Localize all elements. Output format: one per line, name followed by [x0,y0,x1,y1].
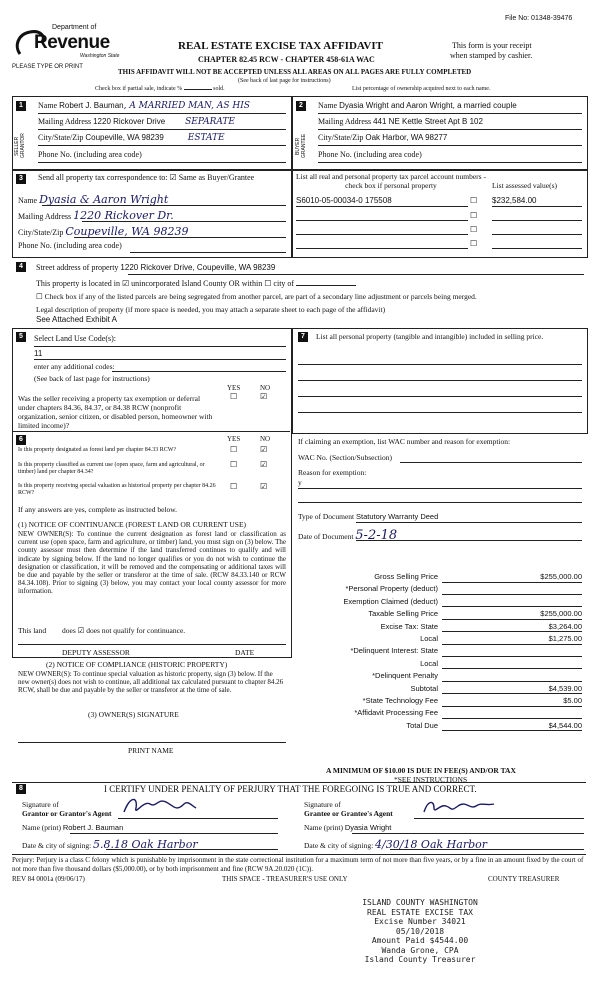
form-revision: REV 84 0001a (09/06/17) [12,875,85,883]
exemption-no-checkbox[interactable]: ☑ [260,392,268,401]
grantee-print-name[interactable]: Dyasia Wright [344,823,392,832]
grantee-date-city[interactable]: 4/30/18 Oak Harbor [375,838,488,851]
tax-label: Subtotal [410,683,438,693]
tax-value[interactable]: $255,000.00 [540,572,582,581]
notice-continuance-body: NEW OWNER(S): To continue the current designation as forest land or classification as current use (open space, farm and agriculture, or timber) land, you must sign on (3) below. The county assessor must then determine if the land transferred continues to qualify and will indicate by signing below. If the land no longer qualifies or you do not wish to continue the designation or classification, it will be removed and the compensating or additional taxes will be due and payable by the seller or transferor at the time of sale. (RCW 84.33.140 or RCW 84.34.108). Prior to signing (3) below, you may contact your local county assessor for more information. [18,530,286,596]
correspondence-address[interactable]: 1220 Rickover Dr. [73,209,174,222]
tax-label: Exemption Claimed (deduct) [343,596,438,606]
revenue-logo: Department of Revenue Washington State [12,24,122,64]
segregated-checkbox[interactable]: ☐ [36,292,45,301]
form-title: REAL ESTATE EXCISE TAX AFFIDAVIT [178,40,383,52]
location-row: This property is located in ☑ unincorporated Island County OR within ☐ city of [36,279,356,288]
legal-description-label: Legal description of property (if more space is needed, you may attach a separate sheet to each page of the affidavit) [36,305,386,314]
perjury-certification: I CERTIFY UNDER PENALTY OF PERJURY THAT THE FOREGOING IS TRUE AND CORRECT. [104,784,477,794]
does-not-qualify-checkbox[interactable]: ☑ does not qualify for continuance. [77,626,186,635]
seller-address-row: Mailing Address 1220 Rickover Drive SEPARATE [38,117,235,127]
grantor-signature[interactable] [120,794,200,818]
current-use-no-checkbox[interactable]: ☑ [260,460,268,469]
receipt-note: This form is your receipt [452,41,532,50]
parcel-header: List all real and personal property tax parcel account numbers - check box if personal property [296,172,486,190]
historic-yes-checkbox[interactable]: ☐ [230,482,238,491]
exemption-yes-checkbox[interactable]: ☐ [230,392,238,401]
tax-label: *Delinquent Penalty [372,671,438,681]
file-number: File No: 01348-39476 [505,15,573,22]
notice-continuance-title: (1) NOTICE OF CONTINUANCE (FOREST LAND OR CURRENT USE) [18,520,247,529]
tax-label: *State Technology Fee [362,696,438,705]
buyer-city-row: City/State/Zip Oak Harbor, WA 98277 [318,133,448,142]
tax-value[interactable]: $255,000.00 [540,609,582,619]
segregated-row: ☐ Check box if any of the listed parcels are being segregated from another parcel, are part of a secondary line adjustment or parcels being merged. [36,292,477,301]
tax-label: Total Due [406,720,438,730]
seller-city[interactable]: Coupeville, WA 98239 [85,133,164,142]
partial-sale: Check box if partial sale, indicate % sold. [95,86,225,92]
buyer-address-row: Mailing Address 441 NE Kettle Street Apt B 102 [318,117,483,126]
tax-value[interactable]: $3,264.00 [548,621,582,631]
seller-name[interactable]: Robert J. Bauman [59,101,124,110]
minimum-fee-note: A MINIMUM OF $10.00 IS DUE IN FEE(S) AND/OR TAX [326,766,516,775]
personal-property-checkbox[interactable]: ☐ [470,196,478,205]
tax-label: Local [420,658,438,668]
document-type[interactable]: Statutory Warranty Deed [356,512,439,521]
grantor-print-name[interactable]: Robert J. Bauman [62,823,124,832]
grantor-date-city[interactable]: 5.8.18 Oak Harbor [93,838,198,851]
tax-label: Taxable Selling Price [368,609,438,619]
tax-label: Gross Selling Price [374,572,438,581]
current-use-yes-checkbox[interactable]: ☐ [230,460,238,469]
buyer-address[interactable]: 441 NE Kettle Street Apt B 102 [373,117,483,126]
correspondence-name[interactable]: Dyasia & Aaron Wright [39,193,169,206]
reason-value[interactable]: y [298,478,302,487]
form-subtitle: CHAPTER 82.45 RCW - CHAPTER 458-61A WAC [198,55,375,64]
continuance-row: This land does ☑ does not qualify for continuance. [18,626,186,635]
section-7-box [292,328,588,434]
same-as-buyer-checkbox[interactable]: ☑ [169,173,177,182]
street-address-row: Street address of property 1220 Rickover Drive, Coupeville, WA 98239 [36,263,276,272]
seller-phone-label: Phone No. (including area code) [38,150,142,159]
tax-label: Local [420,634,438,643]
tax-label: *Affidavit Processing Fee [354,708,438,718]
buyer-phone-label: Phone No. (including area code) [318,150,422,159]
tax-value[interactable]: $5.00 [563,696,582,705]
tax-value[interactable]: $1,275.00 [548,634,582,643]
forest-yes-checkbox[interactable]: ☐ [230,445,238,454]
property-street[interactable]: 1220 Rickover Drive, Coupeville, WA 98239 [120,263,276,272]
seller-city-row: City/State/Zip Coupeville, WA 98239 ESTATE [38,133,225,143]
please-type: PLEASE TYPE OR PRINT [12,64,83,70]
buyer-name[interactable]: Dyasia Wright and Aaron Wright, a married couple [339,101,517,110]
correspondence-city[interactable]: Coupeville, WA 98239 [65,225,189,238]
personal-property-label: List all personal property (tangible and intangible) included in selling price. [316,332,544,341]
forest-no-checkbox[interactable]: ☑ [260,445,268,454]
tax-label: Excise Tax: State [380,621,438,631]
send-correspondence: Send all property tax correspondence to: ☑ Same as Buyer/Grantee [38,173,255,182]
seller-address[interactable]: 1220 Rickover Drive [93,117,166,126]
land-use-code[interactable]: 11 [34,349,43,358]
tax-value[interactable]: $4,544.00 [548,720,582,730]
historic-no-checkbox[interactable]: ☑ [260,482,268,491]
grantee-signature[interactable] [420,796,500,818]
perjury-notice: Perjury: Perjury is a class C felony which is punishable by imprisonment in the state correctional institution for a maximum term of not more than five years, or by a fine in an amount fixed by the court of not more than five thousand dollars ($5,000.00), or by both imprisonment and fine (RCW 9A.20.020 (1C)). [12,856,584,873]
exemption-question: Was the seller receiving a property tax exemption or deferral under chapters 84.36, 84.37, or 84.38 RCW (nonprofit organization, senior citizen, or disabled person, homeowner with limited income)? [18,394,213,430]
warning: THIS AFFIDAVIT WILL NOT BE ACCEPTED UNLESS ALL AREAS ON ALL PAGES ARE FULLY COMPLETED [118,68,472,76]
assessed-value-header: List assessed value(s) [492,181,557,190]
treasurer-stamp: ISLAND COUNTY WASHINGTON REAL ESTATE EXCISE TAX Excise Number 34021 05/10/2018 Amount Paid $4544.00 Wanda Grone, CPA Island County Treasurer [362,898,478,964]
legal-description[interactable]: See Attached Exhibit A [36,315,117,324]
tax-value[interactable]: $4,539.00 [548,683,582,693]
document-date[interactable]: 5-2-18 [355,528,398,543]
tax-label: *Personal Property (deduct) [345,584,438,594]
assessed-value[interactable]: $232,584.00 [492,196,537,205]
buyer-city[interactable]: Oak Harbor, WA 98277 [365,133,448,142]
parcel-account[interactable]: S6010-05-00034-0 175508 [296,196,392,205]
tax-label: *Delinquent Interest: State [350,646,438,656]
seller-name-row: Name Robert J. Bauman, A MARRIED MAN, AS HIS [38,101,250,111]
buyer-name-row: Name Dyasia Wright and Aaron Wright, a married couple [318,101,517,110]
